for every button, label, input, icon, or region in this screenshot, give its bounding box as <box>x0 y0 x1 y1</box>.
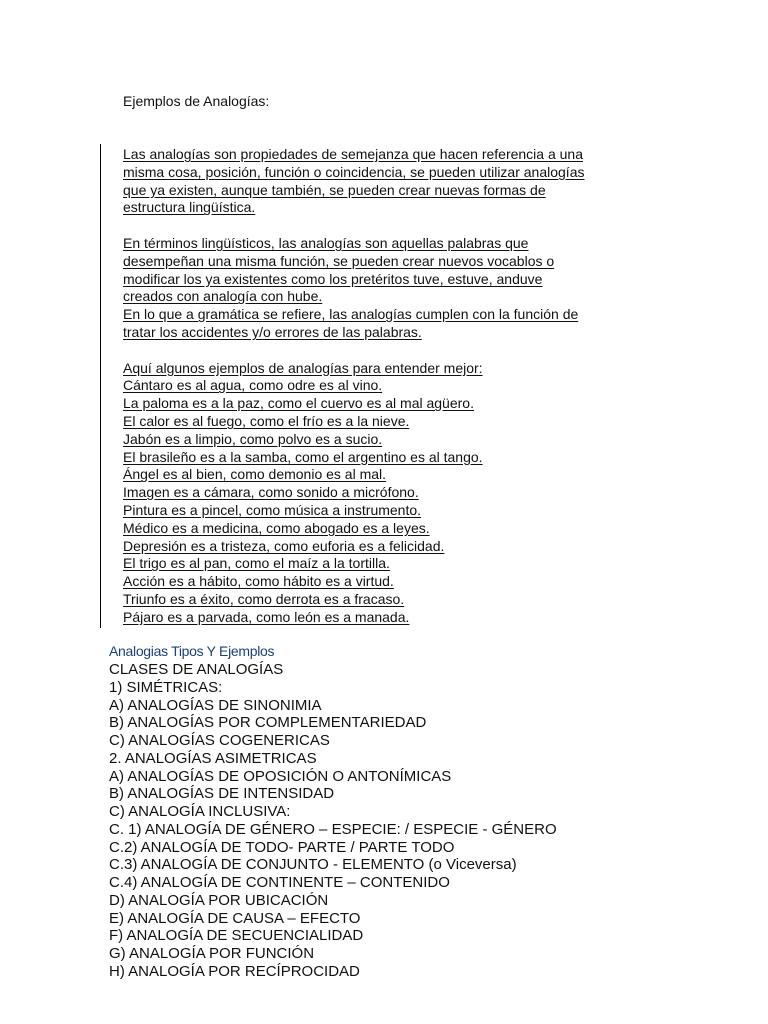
example-line: El brasileño es a la samba, como el argentino es al tango. <box>123 448 483 465</box>
classes-list <box>109 661 557 981</box>
classes-list-item: 2. ANALOGÍAS ASIMETRICAS <box>109 749 317 767</box>
example-line: Pájaro es a parvada, como león es a manada. <box>123 608 410 625</box>
analogies-body <box>123 146 653 627</box>
paragraph2-line: tratar los accidentes y/o errores de las palabras. <box>123 323 422 340</box>
paragraph2-line: modificar los ya existentes como los pretéritos tuve, estuve, anduve <box>123 270 543 287</box>
classes-list-item: C) ANALOGÍAS COGENERICAS <box>109 732 330 749</box>
paragraph1-line: que ya existen, aunque también, se pueden crear nuevas formas de <box>123 181 546 198</box>
example-line: Pintura es a pincel, como música a instrumento. <box>123 501 422 518</box>
example-line: Imagen es a cámara, como sonido a micrófono. <box>123 484 419 501</box>
example-line: Acción es a hábito, como hábito es a virtud. <box>123 573 394 590</box>
example-line: El calor es al fuego, como el frío es a la nieve. <box>123 412 410 429</box>
classes-list-item: H) ANALOGÍA POR RECÍPROCIDAD <box>109 962 360 980</box>
example-line: Jabón es a limpio, como polvo es a sucio. <box>123 430 383 447</box>
classes-list-item: D) ANALOGÍA POR UBICACIÓN <box>109 891 329 909</box>
classes-list-item: C.2) ANALOGÍA DE TODO- PARTE / PARTE TODO <box>109 838 455 856</box>
classes-list-item: C.3) ANALOGÍA DE CONJUNTO - ELEMENTO (o Viceversa) <box>109 856 517 874</box>
classes-list-item: B) ANALOGÍAS POR COMPLEMENTARIEDAD <box>109 714 427 732</box>
paragraph2-line: En lo que a gramática se refiere, las analogías cumplen con la función de <box>123 306 579 323</box>
revision-change-bar <box>100 144 101 628</box>
classes-list-item: CLASES DE ANALOGÍAS <box>109 661 284 678</box>
paragraph1-line: estructura lingüística. <box>123 199 256 216</box>
example-line: Depresión es a tristeza, como euforia es a felicidad. <box>123 537 445 554</box>
classes-list-item: A) ANALOGÍAS DE OPOSICIÓN O ANTONÍMICAS <box>109 767 452 785</box>
example-line: El trigo es al pan, como el maíz a la tortilla. <box>123 555 390 572</box>
classes-list-item: C. 1) ANALOGÍA DE GÉNERO – ESPECIE: / ESPECIE - GÉNERO <box>109 820 557 838</box>
paragraph-gap <box>123 217 653 235</box>
document-heading: Ejemplos de Analogías: <box>123 93 270 109</box>
section-title: Analogias Tipos Y Ejemplos <box>109 643 275 659</box>
classes-list-item: F) ANALOGÍA DE SECUENCIALIDAD <box>109 927 364 945</box>
classes-list-item: C.4) ANALOGÍA DE CONTINENTE – CONTENIDO <box>109 874 450 891</box>
classes-list-item: G) ANALOGÍA POR FUNCIÓN <box>109 945 315 962</box>
classes-list-item: B) ANALOGÍAS DE INTENSIDAD <box>109 785 335 803</box>
paragraph2-line: creados con analogía con hube. <box>123 288 323 305</box>
example-line: Ángel es al bien, como demonio es al mal. <box>123 466 387 483</box>
paragraph-gap <box>123 342 653 360</box>
classes-list-item: C) ANALOGÍA INCLUSIVA: <box>109 803 291 820</box>
example-line: La paloma es a la paz, como el cuervo es al mal agüero. <box>123 395 474 412</box>
examples-intro: Aquí algunos ejemplos de analogías para entender mejor: <box>123 359 483 376</box>
classes-list-item: E) ANALOGÍA DE CAUSA – EFECTO <box>109 909 361 927</box>
paragraph2-line: desempeñan una misma función, se pueden crear nuevos vocablos o <box>123 252 555 269</box>
example-line: Médico es a medicina, como abogado es a leyes. <box>123 519 430 536</box>
classes-list-item: 1) SIMÉTRICAS: <box>109 678 223 696</box>
paragraph1-line: misma cosa, posición, función o coincidencia, se pueden utilizar analogías <box>123 163 585 180</box>
paragraph2-line: En términos lingüísticos, las analogías son aquellas palabras que <box>123 234 529 251</box>
paragraph1-line: Las analogías son propiedades de semejanza que hacen referencia a una <box>123 146 583 162</box>
example-line: Cántaro es al agua, como odre es al vino. <box>123 377 383 394</box>
example-line: Triunfo es a éxito, como derrota es a fracaso. <box>123 590 405 607</box>
classes-list-item: A) ANALOGÍAS DE SINONIMIA <box>109 696 322 714</box>
